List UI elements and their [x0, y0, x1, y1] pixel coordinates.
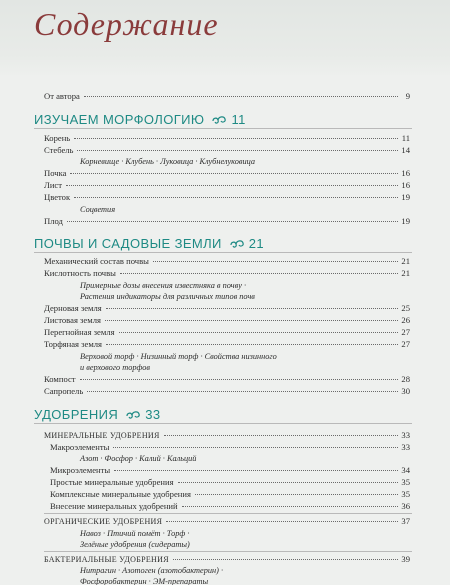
toc-page-number: 33 [401, 430, 410, 440]
toc-subentries: Корневище · Клубень · Луковица · Клубнелуковица [80, 157, 255, 166]
toc-entry-label: Корень [44, 133, 71, 143]
dot-leader [105, 320, 398, 321]
toc-page-number: 9 [405, 91, 410, 101]
toc-entry-label: ОРГАНИЧЕСКИЕ УДОБРЕНИЯ [44, 517, 163, 526]
toc-page-number: 27 [401, 327, 410, 337]
toc-page-number: 16 [401, 180, 410, 190]
toc-subentries: Верховой торф · Низинный торф · Свойства низинного [80, 352, 277, 361]
toc-entry[interactable] [44, 192, 410, 203]
group-divider [44, 551, 412, 552]
toc-entry[interactable] [50, 489, 410, 500]
dot-leader [80, 379, 398, 380]
toc-subentries: Соцветия [80, 205, 116, 214]
dot-leader [173, 559, 398, 560]
toc-entry-label: Торфяная земля [44, 339, 103, 349]
toc-entry[interactable] [44, 374, 410, 385]
section-divider [34, 128, 412, 129]
toc-entry[interactable] [44, 315, 410, 326]
dot-leader [182, 506, 398, 507]
section-heading-soils[interactable]: ПОЧВЫ И САДОВЫЕ ЗЕМЛИ 21 [34, 236, 265, 251]
dot-leader [153, 261, 398, 262]
toc-entry-label: Кислотность почвы [44, 268, 116, 278]
toc-subentries: Нитрагин · Азотоген (азотобактерин) · [80, 566, 224, 575]
dot-leader [106, 344, 398, 345]
toc-entry-group[interactable] [44, 430, 410, 441]
toc-entry[interactable] [50, 465, 410, 476]
section-heading-morphology[interactable]: ИЗУЧАЕМ МОРФОЛОГИЮ 11 [34, 112, 246, 127]
page-title: Содержание [34, 6, 219, 42]
toc-page-number: 35 [401, 489, 410, 499]
toc-entry[interactable] [44, 145, 410, 156]
toc-page-number: 36 [401, 501, 410, 511]
toc-entry-label: Перегнойная земля [44, 327, 115, 337]
toc-entry-label: Простые минеральные удобрения [50, 477, 174, 487]
toc-page-number: 37 [401, 516, 410, 526]
toc-entry-label: Стебель [44, 145, 74, 155]
toc-subentries: Фосфоробактерин · ЭМ-препараты [80, 577, 209, 585]
toc-entry[interactable] [44, 168, 410, 179]
dot-leader [178, 482, 398, 483]
dot-leader [70, 173, 398, 174]
toc-entry-label: Комплексные минеральные удобрения [50, 489, 191, 499]
toc-page-number: 11 [401, 133, 410, 143]
toc-page-number: 16 [401, 168, 410, 178]
group-divider [44, 513, 412, 514]
toc-page-number: 25 [401, 303, 410, 313]
toc-page-number: 19 [401, 192, 410, 202]
toc-page-number: 33 [401, 442, 410, 452]
toc-subentries: Навоз · Птичий помёт · Торф · [80, 529, 190, 538]
toc-entry[interactable] [44, 180, 410, 191]
dot-leader [164, 435, 398, 436]
section-heading-fertilizers[interactable]: УДОБРЕНИЯ 33 [34, 407, 161, 422]
dot-leader [84, 96, 398, 97]
toc-entry-label: От автора [44, 91, 80, 101]
toc-subentries: Растения индикаторы для различных типов почв [80, 292, 255, 301]
toc-entry-label: Механический состав почвы [44, 256, 149, 266]
toc-entry-label: Дерновая земля [44, 303, 102, 313]
toc-page-number: 39 [401, 554, 410, 564]
section-divider [34, 252, 412, 253]
toc-entry-label: Сапропель [44, 386, 84, 396]
toc-page-number: 19 [401, 216, 410, 226]
toc-entry-label: БАКТЕРИАЛЬНЫЕ УДОБРЕНИЯ [44, 555, 169, 564]
dot-leader [166, 521, 398, 522]
toc-entry[interactable] [44, 327, 410, 338]
dot-leader [66, 185, 398, 186]
dot-leader [74, 138, 398, 139]
toc-entry[interactable] [50, 477, 410, 488]
toc-entry-label: Микроэлементы [50, 465, 111, 475]
toc-page-number: 35 [401, 477, 410, 487]
toc-entry-label: Почка [44, 168, 67, 178]
toc-subentries: Примерные дозы внесения известняка в почву · [80, 281, 247, 290]
toc-page-number: 21 [401, 256, 410, 266]
toc-entry-label: Листовая земля [44, 315, 101, 325]
toc-page-number: 27 [401, 339, 410, 349]
toc-entry-author[interactable] [44, 91, 410, 102]
toc-entry[interactable] [44, 303, 410, 314]
toc-entry[interactable] [44, 386, 410, 397]
toc-entry[interactable] [44, 133, 410, 144]
toc-entry[interactable] [44, 268, 410, 279]
toc-page-number: 14 [401, 145, 410, 155]
dot-leader [113, 447, 398, 448]
toc-subentries: и верхового торфов [80, 363, 151, 372]
toc-page-number: 34 [401, 465, 410, 475]
curl-ornament-icon [211, 114, 227, 125]
dot-leader [120, 273, 398, 274]
toc-entry[interactable] [50, 501, 410, 512]
toc-entry[interactable] [44, 216, 410, 227]
dot-leader [114, 470, 398, 471]
toc-subentries: Зелёные удобрения (сидераты) [80, 540, 190, 549]
toc-entry-label: Компост [44, 374, 76, 384]
toc-entry-label: Макроэлементы [50, 442, 110, 452]
dot-leader [77, 150, 398, 151]
toc-subentries: Азот · Фосфор · Калий · Кальций [80, 454, 197, 463]
toc-page-number: 30 [401, 386, 410, 396]
toc-entry-label: Лист [44, 180, 62, 190]
toc-entry-label: Внесение минеральных удобрений [50, 501, 178, 511]
toc-entry-label: МИНЕРАЛЬНЫЕ УДОБРЕНИЯ [44, 431, 160, 440]
toc-entry-label: Плод [44, 216, 63, 226]
dot-leader [119, 332, 398, 333]
toc-entry[interactable] [44, 256, 410, 267]
toc-entry[interactable] [50, 442, 410, 453]
dot-leader [74, 197, 398, 198]
toc-page-number: 28 [401, 374, 410, 384]
dot-leader [195, 494, 398, 495]
curl-ornament-icon [229, 238, 245, 249]
curl-ornament-icon [125, 409, 141, 420]
dot-leader [106, 308, 398, 309]
dot-leader [67, 221, 398, 222]
toc-page-number: 21 [401, 268, 410, 278]
toc-entry-group[interactable] [44, 516, 410, 527]
toc-page-number: 26 [401, 315, 410, 325]
section-divider [34, 423, 412, 424]
toc-entry-label: Цветок [44, 192, 71, 202]
toc-entry-group[interactable] [44, 554, 410, 565]
dot-leader [87, 391, 398, 392]
toc-entry[interactable] [44, 339, 410, 350]
